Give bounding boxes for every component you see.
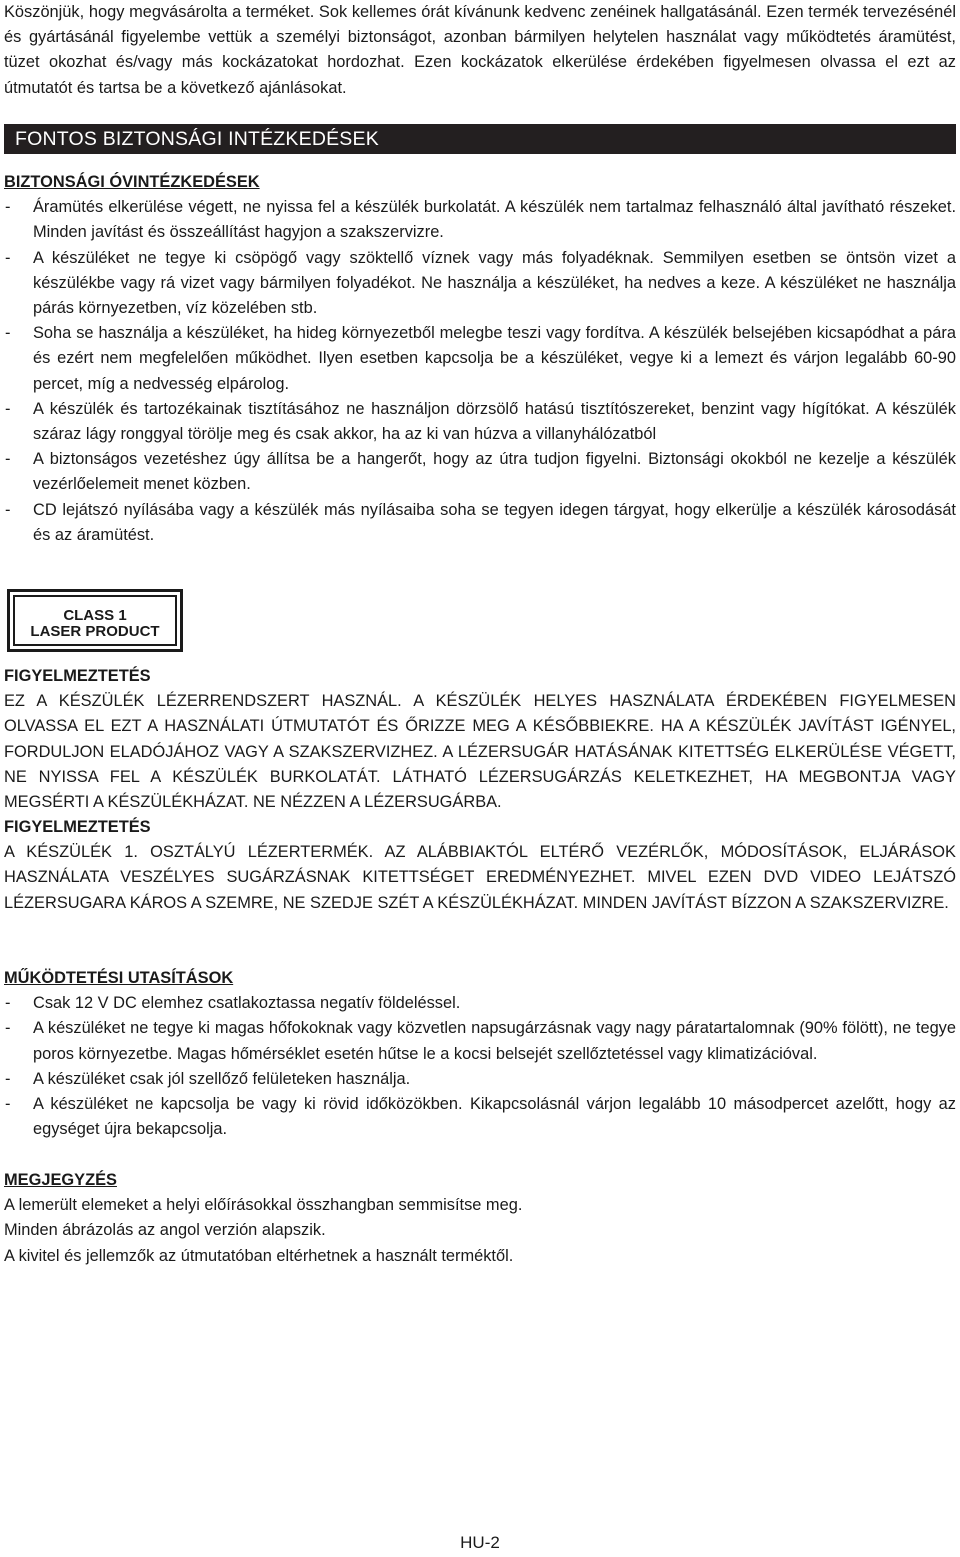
operation-section bbox=[4, 966, 956, 1142]
note-line: A kivitel és jellemzők az útmutatóban eltérhetnek a használt terméktől. bbox=[4, 1246, 514, 1265]
page-number: HU-2 bbox=[460, 1533, 500, 1552]
warning-text-2: A KÉSZÜLÉK 1. OSZTÁLYÚ LÉZERTERMÉK. AZ ALÁBBIAKTÓL ELTÉRŐ VEZÉRLŐK, MÓDOSÍTÁSOK, ELJÁRÁSOK HASZNÁLATA VESZÉLYES SUGÁRZÁSNAK KITETTSÉGET EREDMÉNYEZHET. MIVEL EZEN DVD VIDEO LEJÁTSZÓ LÉZERSUGARA KÁROS A SZEMRE, NE SZEDJE SZÉT A KÉSZÜLÉKHÁZAT. MINDEN JAVÍTÁST BÍZZON A SZAKSZERVIZRE. bbox=[4, 843, 956, 912]
list-item: - Soha se használja a készüléket, ha hideg környezetből melegbe teszi vagy fordítva. A készülék belsejében kicsapódhat a pára és ezért nem megfelelően működhet. Ilyen esetben kapcsolja be a készüléket, vegye ki a lemezt és várjon legalább 60-90 percet, míg a nedvesség elpárolog. bbox=[4, 321, 956, 397]
operation-heading: MŰKÖDTETÉSI UTASÍTÁSOK bbox=[4, 969, 234, 987]
note-line: A lemerült elemeket a helyi előírásokkal összhangban semmisítse meg. bbox=[4, 1196, 523, 1215]
note-line: Minden ábrázolás az angol verzión alapszik. bbox=[4, 1221, 326, 1240]
warning-section-1 bbox=[4, 664, 956, 815]
list-item: - A készüléket csak jól szellőző felületeken használja. bbox=[4, 1067, 956, 1092]
list-item: - Csak 12 V DC elemhez csatlakoztassa negatív földeléssel. bbox=[4, 991, 956, 1016]
laser-class-label bbox=[7, 589, 183, 652]
safety-heading: BIZTONSÁGI ÓVINTÉZKEDÉSEK bbox=[4, 173, 260, 191]
safety-list bbox=[4, 195, 956, 548]
laser-class-line2: LASER PRODUCT bbox=[30, 623, 160, 640]
list-item: - A biztonságos vezetéshez úgy állítsa be a hangerőt, hogy az útra tudjon figyelni. Biztonsági okokból ne kezelje a készülék vezérlőelemeit menet közben. bbox=[4, 447, 956, 497]
list-item: - Áramütés elkerülése végett, ne nyissa fel a készülék burkolatát. A készülék nem tartalmaz felhasználó által javítható részeket. Minden javítást és összeállítást hagyjon a szakszervizre. bbox=[4, 195, 956, 245]
list-item: - CD lejátszó nyílásába vagy a készülék más nyílásaiba soha se tegyen idegen tárgyat, hogy elkerülje a készülék károsodását és az áramütést. bbox=[4, 498, 956, 548]
intro-paragraph: Köszönjük, hogy megvásárolta a terméket. Sok kellemes órát kívánunk kedvenc zenéinek hallgatásánál. Ezen termék tervezésénél és gyártásánál figyelembe vettük a személyi biztonságot, azonban bármilyen helytelen használat vagy működtetés áramütést, tüzet okozhat és/vagy más kockázatokat hordozhat. Ezen kockázatok elkerülése érdekében figyelmesen olvassa el ezt az útmutatót és tartsa be a következő ajánlásokat. bbox=[4, 3, 956, 97]
operation-list bbox=[4, 991, 956, 1142]
list-item: - A készülék és tartozékainak tisztításához ne használjon dörzsölő hatású tisztítószereket, benzint vagy hígítókat. A készülék száraz lágy ronggyal törölje meg és csak akkor, ha az ki van húzva a villanyhálózatból bbox=[4, 397, 956, 447]
note-section bbox=[4, 1168, 956, 1269]
laser-class-line1: CLASS 1 bbox=[63, 607, 127, 624]
warning-section-2 bbox=[4, 815, 956, 916]
warning-text-1: EZ A KÉSZÜLÉK LÉZERRENDSZERT HASZNÁL. A KÉSZÜLÉK HELYES HASZNÁLATA ÉRDEKÉBEN FIGYELMESEN OLVASSA EL EZT A HASZNÁLATI ÚTMUTATÓT ÉS ŐRIZZE MEG A KÉSŐBBIEKRE. HA A KÉSZÜLÉK JAVÍTÁST IGÉNYEL, FORDULJON ELADÓJÁHOZ VAGY A SZAKSZERVIZHEZ. A LÉZERSUGÁR HATÁSÁNAK KITETTSÉG ELKERÜLÉSE VÉGETT, NE NYISSA FEL A KÉSZÜLÉK BURKOLATÁT. LÁTHATÓ LÉZERSUGÁRZÁS KELETKEZHET, HA MEGBONTJA VAGY MEGSÉRTI A KÉSZÜLÉKHÁZAT. NE NÉZZEN A LÉZERSUGÁRBA. bbox=[4, 692, 956, 812]
list-item: - A készüléket ne tegye ki csöpögő vagy szöktellő víznek vagy más folyadéknak. Semmilyen esetben se öntsön vizet a készülékbe vagy rá vizet vagy bármilyen folyadékot. Ne használja a készüléket, ha nedves a keze. A készüléket ne használja párás környezetben, víz közelében stb. bbox=[4, 246, 956, 322]
warning-heading-2: FIGYELMEZTETÉS bbox=[4, 818, 151, 836]
list-item: - A készüléket ne tegye ki magas hőfokoknak vagy közvetlen napsugárzásnak vagy nagy páratartalomnak (90% fölött), ne tegye poros környezetbe. Magas hőmérséklet esetén hűtse le a kocsi belsejét szellőztetéssel vagy klimatizációval. bbox=[4, 1016, 956, 1066]
safety-banner bbox=[4, 124, 956, 154]
safety-banner-title: FONTOS BIZTONSÁGI INTÉZKEDÉSEK bbox=[15, 128, 379, 150]
safety-section bbox=[4, 170, 956, 548]
warning-heading-1: FIGYELMEZTETÉS bbox=[4, 667, 151, 685]
note-heading: MEGJEGYZÉS bbox=[4, 1171, 117, 1189]
laser-class-label-inner bbox=[13, 595, 177, 646]
list-item: - A készüléket ne kapcsolja be vagy ki rövid időközökben. Kikapcsolásnál várjon legalább 10 másodpercet azelőtt, hogy az egységet újra bekapcsolja. bbox=[4, 1092, 956, 1142]
